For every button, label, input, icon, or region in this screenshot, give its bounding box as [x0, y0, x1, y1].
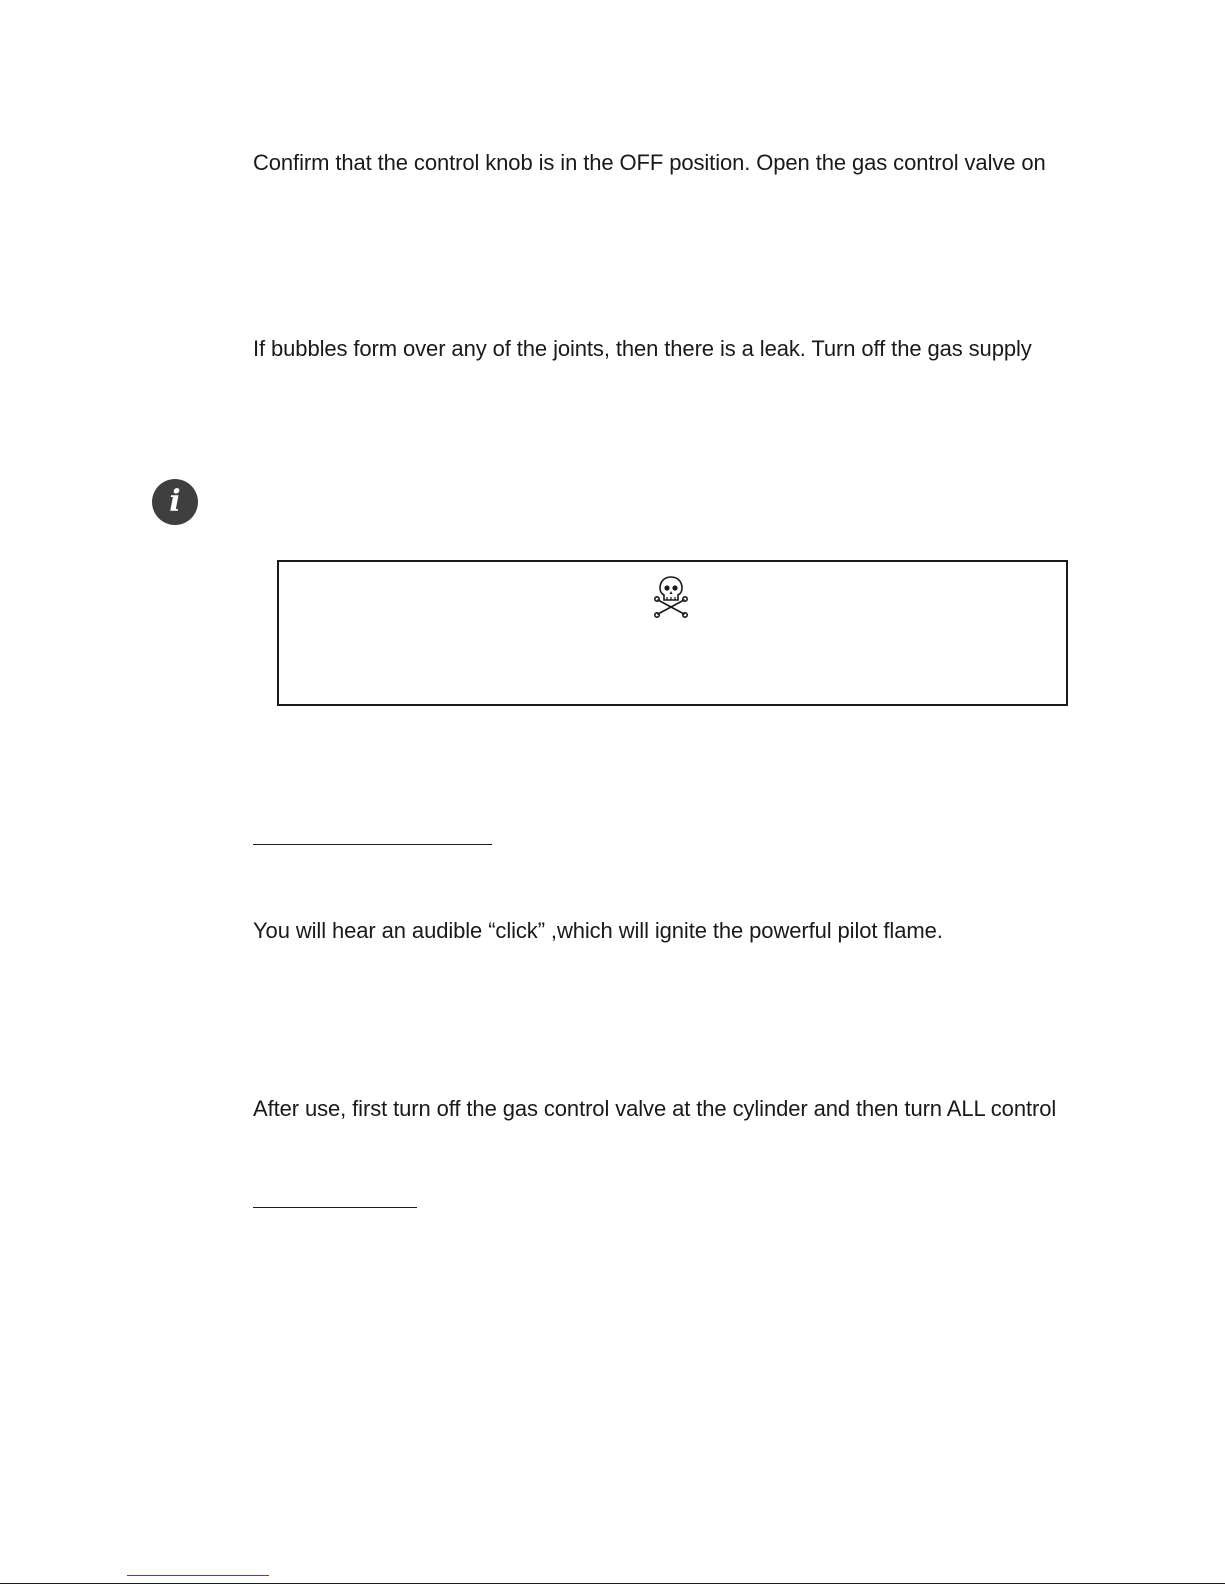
page-footer-rule	[0, 1583, 1225, 1584]
section-heading-underline	[253, 1207, 417, 1208]
section-heading-underline	[253, 844, 492, 845]
warning-box	[277, 560, 1068, 706]
paragraph-audible-click: You will hear an audible “click” ,which will ignite the powerful pilot flame.	[253, 918, 943, 943]
skull-crossbones-icon	[652, 574, 690, 618]
footer-link-underline[interactable]	[127, 1575, 269, 1576]
info-icon: i	[152, 479, 198, 525]
paragraph-after-use: After use, first turn off the gas control valve at the cylinder and then turn ALL control	[253, 1096, 1057, 1121]
paragraph-confirm-control-knob: Confirm that the control knob is in the OFF position. Open the gas control valve on	[253, 150, 1046, 175]
paragraph-bubbles-leak: If bubbles form over any of the joints, then there is a leak. Turn off the gas supply	[253, 336, 1032, 361]
